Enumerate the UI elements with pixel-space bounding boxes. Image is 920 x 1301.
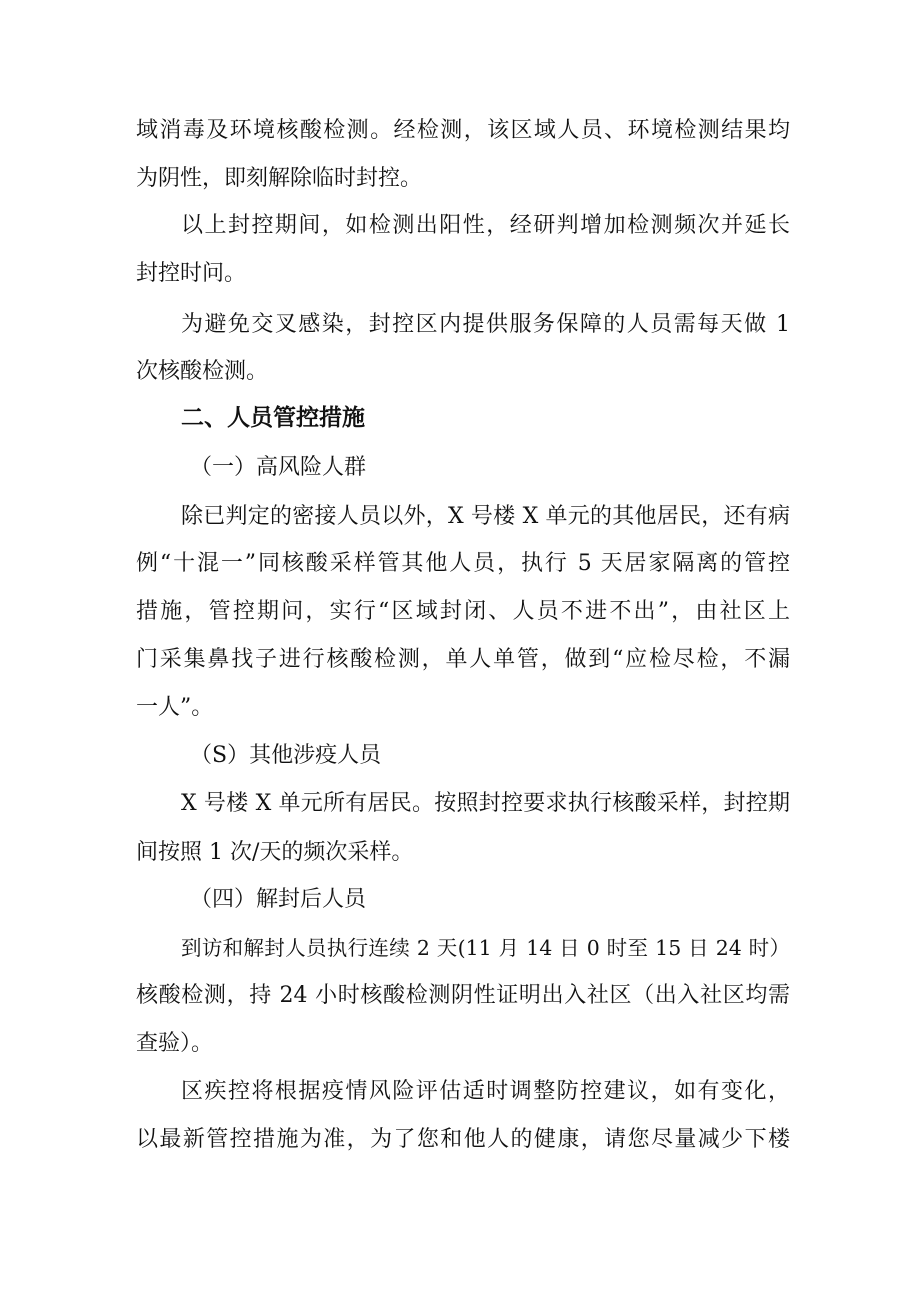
text-line: 查验）。 xyxy=(136,1031,214,1056)
text-line: 门采集鼻找子进行核酸检测，单人单管，做到“应检尽检，不漏 xyxy=(136,647,790,672)
text-line: 一人”。 xyxy=(136,695,214,720)
text-line: 为避免交叉感染，封控区内提供服务保障的人员需每天做 1 xyxy=(181,312,790,337)
text-line: 措施，管控期问，实行“区域封闭、人员不进不出”，由社区上 xyxy=(136,599,790,624)
subsection-heading-other-affected: （S）其他涉疫人员 xyxy=(190,743,382,768)
text-line: 为阴性，即刻解除临时封控。 xyxy=(136,166,423,191)
text-line: 例“十混一”同核酸采样管其他人员，执行 5 天居家隔离的管控 xyxy=(136,551,790,576)
text-line: 核酸检测，持 24 小时核酸检测阴性证明出入社区（出入社区均需 xyxy=(136,983,790,1008)
subsection-heading-high-risk: （一）高风险人群 xyxy=(190,455,367,480)
text-line: 间按照 1 次/天的频次采样。 xyxy=(136,840,414,865)
text-line: 到访和解封人员执行连续 2 天(11 月 14 日 0 时至 15 日 24 时） xyxy=(181,936,790,960)
text-line: 域消毒及环境核酸检测。经检测，该区域人员、环境检测结果均 xyxy=(136,118,790,143)
text-line: 封控时问。 xyxy=(136,261,247,286)
text-line: 以最新管控措施为准，为了您和他人的健康，请您尽量减少下楼 xyxy=(136,1127,790,1152)
text-line: 除已判定的密接人员以外，X 号楼 X 单元的其他居民，还有病 xyxy=(181,504,790,529)
text-line: X 号楼 X 单元所有居民。按照封控要求执行核酸采样，封控期 xyxy=(181,791,790,816)
text-line: 次核酸检测。 xyxy=(136,359,269,384)
subsection-heading-after-unlock: （四）解封后人员 xyxy=(190,887,367,912)
section-heading-personnel-control: 二、人员管控措施 xyxy=(181,405,365,431)
text-line: 以上封控期间，如检测出阳性，经研判增加检测频次并延长 xyxy=(181,213,790,238)
text-line: 区疾控将根据疫情风险评估适时调整防控建议，如有变化， xyxy=(181,1079,790,1104)
